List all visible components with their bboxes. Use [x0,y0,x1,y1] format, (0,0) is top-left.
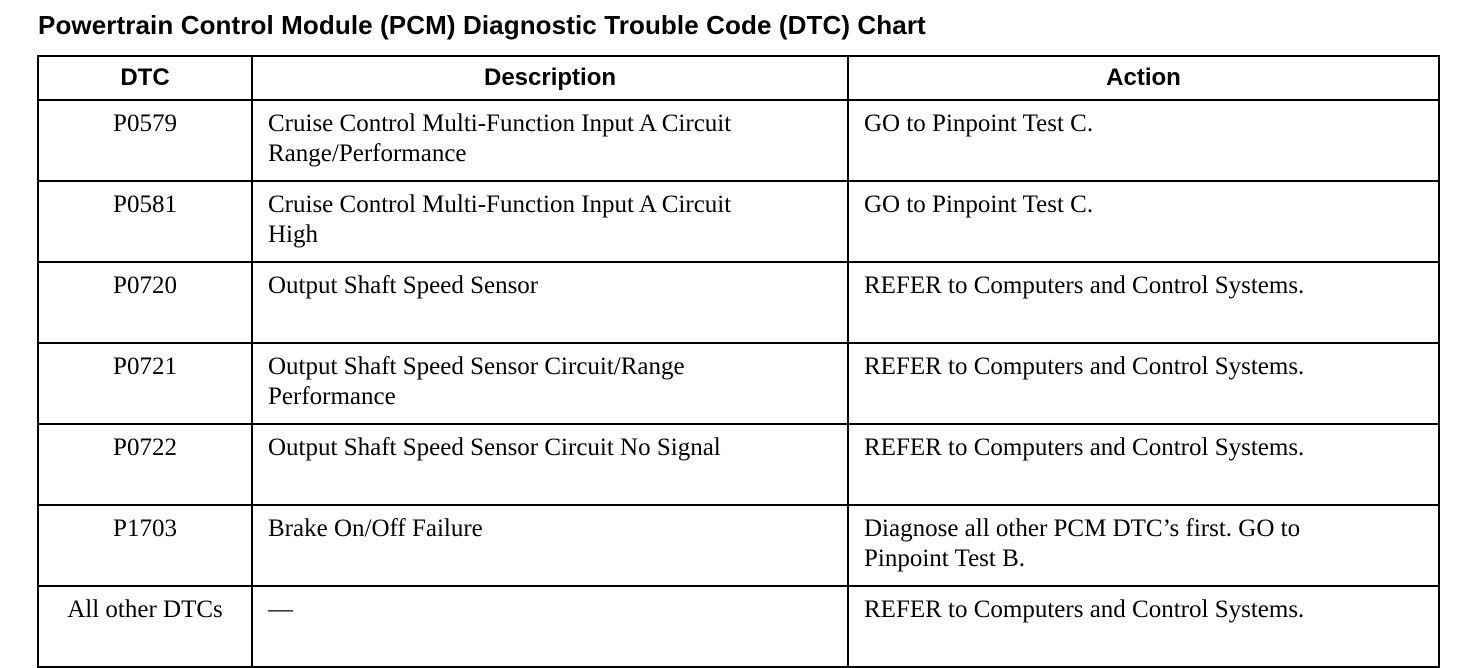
description-line: — [268,596,293,623]
description-line: Output Shaft Speed Sensor Circuit/Range [268,353,685,380]
description-cell [252,505,848,586]
table-row [38,100,1439,181]
action-line: Diagnose all other PCM DTC’s first. GO to [864,515,1301,542]
action-line: REFER to Computers and Control Systems. [864,353,1305,380]
dtc-code-cell: P0579 [38,100,252,181]
table-header-row [38,56,1439,100]
action-cell [848,505,1439,586]
dtc-chart-table [37,55,1440,668]
dtc-code-cell: P1703 [38,505,252,586]
description-line: Range/Performance [268,140,467,167]
action-line: REFER to Computers and Control Systems. [864,434,1305,461]
dtc-code-cell: P0720 [38,262,252,343]
column-header-description: Description [252,56,848,100]
description-cell [252,586,848,667]
description-cell [252,181,848,262]
description-line: Brake On/Off Failure [268,515,483,542]
description-line: Cruise Control Multi-Function Input A Circuit [268,191,732,218]
table-row [38,262,1439,343]
description-line: Output Shaft Speed Sensor Circuit No Signal [268,434,721,461]
action-line: Pinpoint Test B. [864,545,1026,572]
description-line: Cruise Control Multi-Function Input A Circuit [268,110,732,137]
action-line: REFER to Computers and Control Systems. [864,272,1305,299]
dtc-code-cell: All other DTCs [38,586,252,667]
description-line: High [268,221,318,248]
description-line: Performance [268,383,396,410]
table-row [38,424,1439,505]
column-header-action: Action [848,56,1439,100]
table-row [38,343,1439,424]
dtc-code-cell: P0722 [38,424,252,505]
description-cell [252,100,848,181]
description-cell [252,343,848,424]
table-row [38,505,1439,586]
action-cell [848,343,1439,424]
table-row [38,181,1439,262]
dtc-code-cell: P0721 [38,343,252,424]
page-title: Powertrain Control Module (PCM) Diagnostic Trouble Code (DTC) Chart [38,10,926,40]
description-line: Output Shaft Speed Sensor [268,272,539,299]
action-cell [848,100,1439,181]
description-cell [252,424,848,505]
table-row [38,586,1439,667]
column-header-dtc: DTC [38,56,252,100]
action-cell [848,181,1439,262]
action-cell [848,262,1439,343]
dtc-code-cell: P0581 [38,181,252,262]
action-line: GO to Pinpoint Test C. [864,110,1094,137]
description-cell [252,262,848,343]
action-cell [848,586,1439,667]
action-line: GO to Pinpoint Test C. [864,191,1094,218]
action-line: REFER to Computers and Control Systems. [864,596,1305,623]
action-cell [848,424,1439,505]
